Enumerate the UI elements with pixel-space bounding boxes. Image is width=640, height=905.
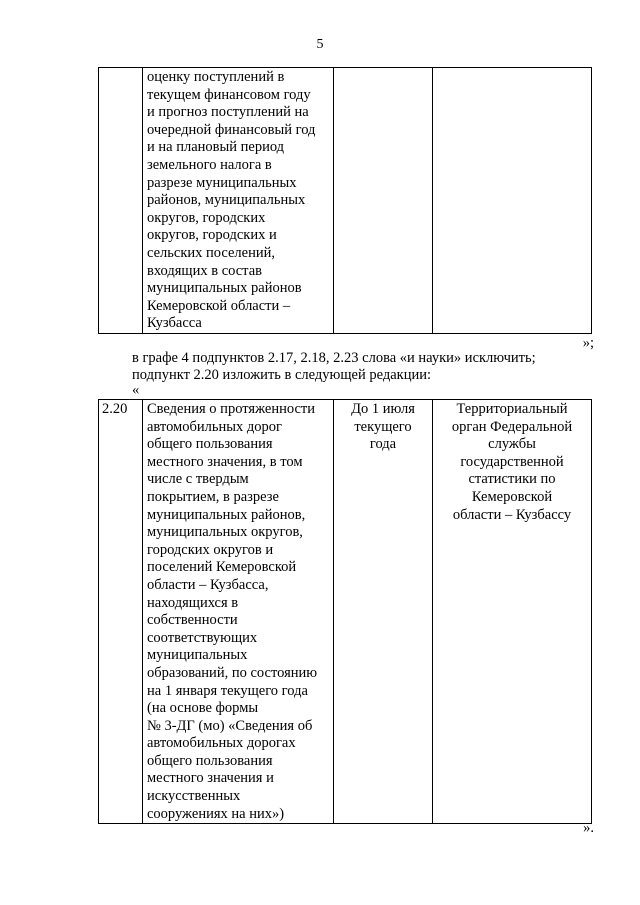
row-number-cell — [99, 400, 143, 824]
opening-quote-mark: « — [132, 382, 140, 398]
closing-quote-mark-final: ». — [583, 820, 594, 836]
new-table — [98, 399, 592, 824]
deadline-cell — [334, 400, 433, 824]
responsible-cell — [433, 68, 592, 334]
row-number-cell — [99, 68, 143, 334]
responsible-cell — [433, 400, 592, 824]
description-cell — [143, 68, 334, 334]
row-description: Сведения о протяженности автомобильных дорог общего пользования местного значения, в том числе с твердым покрытием, в разрезе муниципальных районов, муниципальных округов, городских округов и поселений Кемеровской области – Кузбасса, находящихся в собственности соответствующих муниципальных образований, по состоянию на 1 января текущего года (на основе формы № 3-ДГ (мо) «Сведения об автомобильных дорогах общего пользования местного значения и искусственных сооружениях на них») — [147, 401, 318, 822]
continued-table — [98, 67, 592, 334]
deadline-cell — [334, 68, 433, 334]
description-cell — [143, 400, 334, 824]
table-row — [99, 68, 592, 334]
row-number: 2.20 — [102, 401, 128, 417]
row-deadline: До 1 июля текущего года — [351, 401, 415, 453]
page-number: 5 — [316, 37, 324, 52]
amendment-line-2: подпункт 2.20 изложить в следующей редакции: — [132, 367, 432, 383]
amendment-line-1: в графе 4 подпунктов 2.17, 2.18, 2.23 слова «и науки» исключить; — [132, 350, 536, 366]
closing-quote-mark: »; — [582, 335, 594, 351]
row-description: оценку поступлений в текущем финансовом году и прогноз поступлений на очередной финансовый год и на плановый период земельного налога в разрезе муниципальных районов, муниципальных округов, городских округов, городских и сельских поселений, входящих в состав муниципальных районов Кемеровской области – Кузбасса — [147, 69, 316, 332]
row-responsible: Территориальный орган Федеральной службы государственной статистики по Кемеровской области – Кузбассу — [451, 401, 573, 523]
table-row — [99, 400, 592, 824]
